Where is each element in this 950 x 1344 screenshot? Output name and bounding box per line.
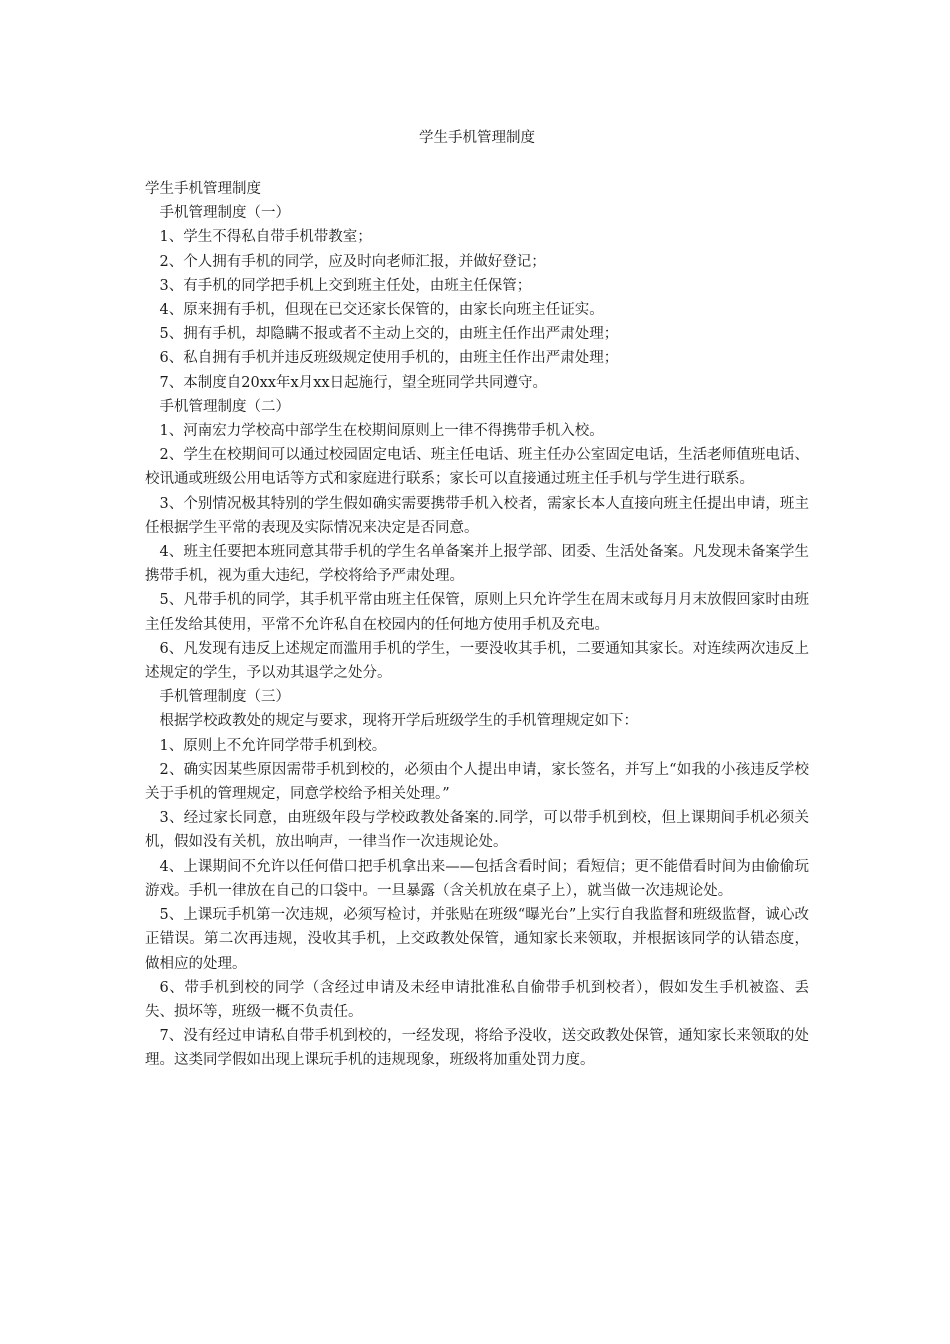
paragraph: 6、私自拥有手机并违反班级规定使用手机的，由班主任作出严肃处理； [159, 350, 619, 367]
paragraph: 5、拥有手机，却隐瞒不报或者不主动上交的，由班主任作出严肃处理； [159, 326, 619, 343]
paragraph: 6、带手机到校的同学（含经过申请及未经申请批准私自偷带手机到校者），假如发生手机被盗、丢失、损坏等，班级一概不负责任。 [145, 979, 809, 1020]
paragraph: 6、凡发现有违反上述规定而滥用手机的学生，一要没收其手机，二要通知其家长。对连续两次违反上述规定的学生，予以劝其退学之处分。 [145, 640, 809, 682]
paragraph: 5、凡带手机的同学，其手机平常由班主任保管，原则上只允许学生在周末或每月月末放假回家时由班主任发给其使用，平常不允许私自在校园内的任何地方使用手机及充电。 [145, 592, 809, 633]
document-page [145, 128, 809, 1073]
paragraph: 手机管理制度（二） [159, 398, 290, 415]
paragraph: 3、经过家长同意，由班级年段与学校政教处备案的.同学，可以带手机到校，但上课期间手机必须关机，假如没有关机，放出响声，一律当作一次违规论处。 [145, 810, 809, 851]
paragraph: 5、上课玩手机第一次违规，必须写检讨，并张贴在班级“曝光台”上实行自我监督和班级监督，诚心改正错误。第二次再违规，没收其手机，上交政教处保管，通知家长来领取，并根据该同学的认错态度，做相应的处理。 [145, 907, 809, 972]
paragraph: 根据学校政教处的规定与要求，现将开学后班级学生的手机管理规定如下： [159, 713, 638, 730]
paragraph: 手机管理制度（一） [159, 205, 290, 222]
paragraph: 1、原则上不允许同学带手机到校。 [159, 737, 387, 754]
paragraph: 1、学生不得私自带手机带教室； [159, 229, 372, 246]
paragraph: 1、河南宏力学校高中部学生在校期间原则上一律不得携带手机入校。 [159, 423, 604, 440]
paragraph: 学生手机管理制度 [145, 181, 261, 197]
paragraph: 4、原来拥有手机，但现在已交还家长保管的，由家长向班主任证实。 [159, 302, 604, 319]
paragraph: 7、本制度自20xx年x月xx日起施行，望全班同学共同遵守。 [159, 374, 548, 391]
paragraph: 7、没有经过申请私自带手机到校的，一经发现，将给予没收，送交政教处保管，通知家长来领取的处理。这类同学假如出现上课玩手机的违规现象，班级将加重处罚力度。 [145, 1028, 809, 1069]
paragraph: 3、个别情况极其特别的学生假如确实需要携带手机入校者，需家长本人直接向班主任提出申请，班主任根据学生平常的表现及实际情况来决定是否同意。 [145, 495, 809, 536]
paragraph: 2、学生在校期间可以通过校园固定电话、班主任电话、班主任办公室固定电话，生活老师值班电话、校讯通或班级公用电话等方式和家庭进行联系；家长可以直接通过班主任手机与学生进行联系。 [145, 447, 809, 488]
paragraph: 4、上课期间不允许以任何借口把手机拿出来——包括含看时间；看短信；更不能借看时间为由偷偷玩游戏。手机一律放在自己的口袋中。一旦暴露（含关机放在桌子上），就当做一次违规论处。 [145, 858, 809, 899]
paragraph: 4、班主任要把本班同意其带手机的学生名单备案并上报学部、团委、生活处备案。凡发现未备案学生携带手机，视为重大违纪，学校将给予严肃处理。 [145, 544, 809, 585]
paragraph: 2、个人拥有手机的同学，应及时向老师汇报，并做好登记； [159, 253, 546, 270]
document-title: 学生手机管理制度 [419, 130, 535, 146]
document-body [145, 177, 809, 1073]
paragraph: 2、确实因某些原因需带手机到校的，必须由个人提出申请，家长签名，并写上“如我的小孩违反学校关于手机的管理规定，同意学校给予相关处理。” [145, 761, 809, 803]
paragraph: 3、有手机的同学把手机上交到班主任处，由班主任保管； [159, 277, 532, 294]
paragraph: 手机管理制度（三） [159, 689, 290, 706]
